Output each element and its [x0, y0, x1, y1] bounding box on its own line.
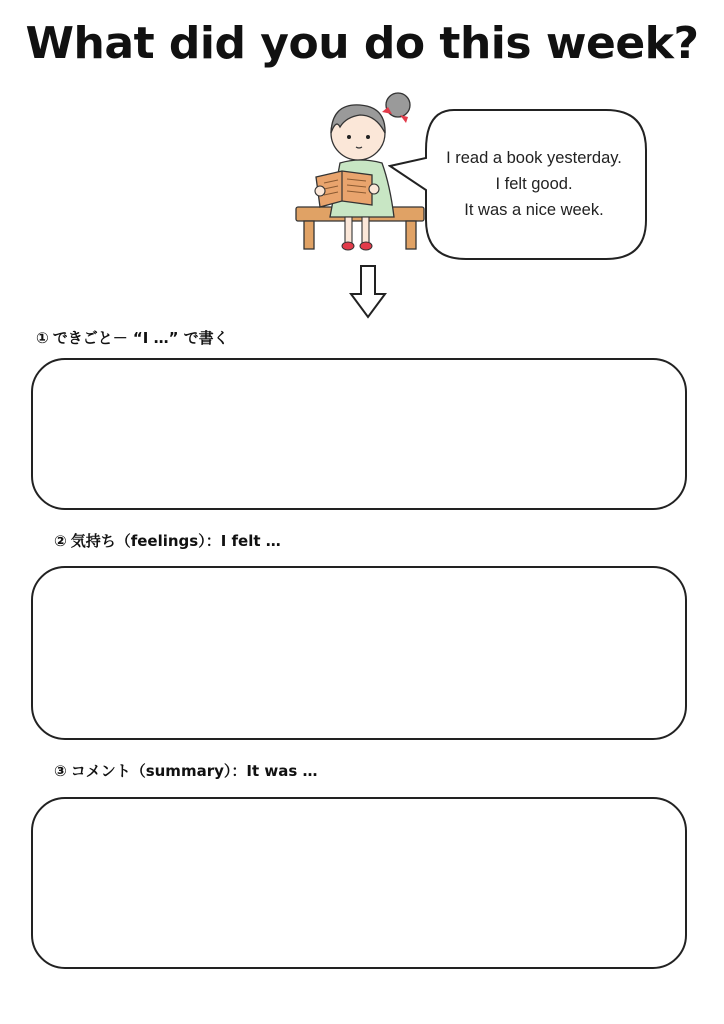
section-3-text: コメント（summary）：It was … [70, 762, 318, 780]
speech-bubble-text [424, 145, 644, 223]
section-2-label [54, 530, 281, 551]
section-3-label [54, 760, 317, 781]
answer-box-events[interactable] [31, 358, 687, 510]
section-2-text: 気持ち（feelings）：I felt … [70, 532, 281, 550]
section-1-label [36, 327, 229, 348]
section-2-number: ② [54, 532, 67, 550]
worksheet-title: What did you do this week? [25, 18, 699, 69]
speech-line-1: I read a book yesterday. [446, 149, 622, 167]
section-1-text: できごと－ “I …” で書く [52, 329, 229, 347]
speech-line-3: It was a nice week. [464, 201, 604, 219]
answer-box-feelings[interactable] [31, 566, 687, 740]
section-1-number: ① [36, 329, 49, 347]
down-arrow-icon [348, 264, 388, 320]
section-3-number: ③ [54, 762, 67, 780]
speech-line-2: I felt good. [495, 175, 573, 193]
answer-box-summary[interactable] [31, 797, 687, 969]
